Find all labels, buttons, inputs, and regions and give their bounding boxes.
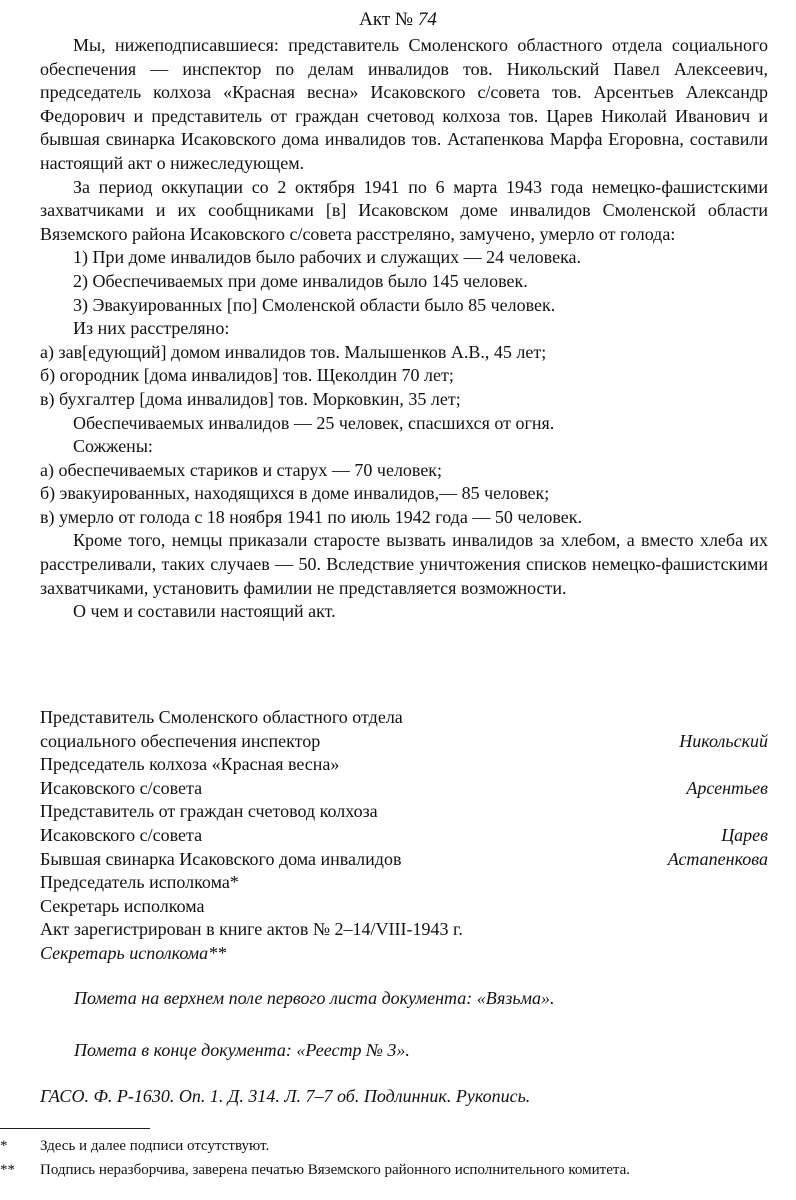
title-number: 74 xyxy=(417,9,437,30)
signature-name: Царев xyxy=(721,824,768,845)
signature-role: Председатель исполкома* xyxy=(40,872,239,893)
signature-row xyxy=(40,800,768,824)
signature-role: Председатель колхоза «Красная весна» xyxy=(40,754,340,775)
signature-role: социального обеспечения инспектор xyxy=(40,730,321,751)
document-title xyxy=(0,8,796,32)
signature-name: Астапенкова xyxy=(667,848,768,869)
registration-note: Акт зарегистрирован в книге актов № 2–14/VIII-1943 г. xyxy=(40,919,463,940)
signature-name: Никольский xyxy=(679,730,768,751)
list-item: 2) Обеспечиваемых при доме инвалидов было 145 человек. xyxy=(73,270,528,291)
list-item: 3) Эвакуированных [по] Смоленской области было 85 человек. xyxy=(73,294,556,315)
list-item: 1) При доме инвалидов было рабочих и служащих — 24 человека. xyxy=(73,247,582,268)
signature-role: Исаковского с/совета xyxy=(40,777,203,798)
secretary-signature: Секретарь исполкома** xyxy=(40,942,227,963)
signature-role: Бывшая свинарка Исаковского дома инвалидов xyxy=(40,848,402,869)
signature-row xyxy=(40,706,768,730)
signature-row xyxy=(40,848,768,872)
signature-block xyxy=(40,706,768,966)
footnote-mark: * xyxy=(0,1138,8,1154)
footnote-text: Здесь и далее подписи отсутствуют. xyxy=(40,1138,270,1154)
shot-header: Из них расстреляно: xyxy=(73,318,230,339)
paragraph-escaped: Обеспечиваемых инвалидов — 25 человек, спасшихся от огня. xyxy=(73,412,555,433)
paragraph-intro: Мы, нижеподписавшиеся: представитель Смоленского областного отдела социального обеспечения — инспектор по делам инвалидов тов. Никольский Павел Алексеевич, председатель колхоза «Красная весна» Исаковского с/совета тов. Арсентьев Александр Федорович и представитель от граждан счетовод колхоза тов. Царев Николай Иванович и бывшая свинарка Исаковского дома инвалидов тов. Астапенкова Марфа Егоровна, составили настоящий акт о нижеследующем. xyxy=(40,35,768,173)
signature-role: Представитель от граждан счетовод колхоза xyxy=(40,801,378,822)
list-item: в) умерло от голода с 18 ноября 1941 по июль 1942 года — 50 человек. xyxy=(40,506,582,527)
signature-row xyxy=(40,824,768,848)
signature-role: Представитель Смоленского областного отдела xyxy=(40,707,403,727)
signature-role: Исаковского с/совета xyxy=(40,824,203,845)
document-body xyxy=(40,34,768,624)
signature-role: Секретарь исполкома xyxy=(40,895,205,916)
note-end: Помета в конце документа: «Реестр № 3». xyxy=(74,1040,410,1060)
footnote-divider xyxy=(0,1128,150,1129)
paragraph-period: За период оккупации со 2 октября 1941 по 6 марта 1943 года немецко-фашистскими захватчиками и их сообщниками [в] Исаковском доме инвалидов Смоленской области Вяземского района Исаковского с/совета расстреляно, замучено, умерло от голода: xyxy=(40,176,768,244)
paragraph-besides: Кроме того, немцы приказали старосте вызвать инвалидов за хлебом, а вместо хлеба их расстреливали, таких случаев — 50. Вследствие уничтожения списков немецко-фашистскими захватчиками, установить фамилии не представляется возможности. xyxy=(40,530,768,598)
signature-row xyxy=(40,730,768,754)
signature-row xyxy=(40,942,768,966)
footnote-text: Подпись неразборчива, заверена печатью Вяземского районного исполнительного комитета. xyxy=(40,1162,631,1178)
list-item: б) огородник [дома инвалидов] тов. Щеколдин 70 лет; xyxy=(40,365,454,386)
list-item: а) обеспечиваемых стариков и старух — 70 человек; xyxy=(40,459,443,480)
signature-name: Арсентьев xyxy=(686,777,768,798)
note-top-margin: Помета на верхнем поле первого листа документа: «Вязьма». xyxy=(74,988,555,1008)
signature-row xyxy=(40,918,768,942)
paragraph-closing: О чем и составили настоящий акт. xyxy=(73,601,336,622)
archive-source: ГАСО. Ф. Р-1630. Оп. 1. Д. 314. Л. 7–7 об. Подлинник. Рукопись. xyxy=(40,1086,531,1106)
footnote-mark: ** xyxy=(0,1162,15,1178)
signature-row xyxy=(40,753,768,777)
burned-header: Сожжены: xyxy=(73,436,153,457)
list-item: б) эвакуированных, находящихся в доме инвалидов,— 85 человек; xyxy=(40,483,550,504)
signature-row xyxy=(40,777,768,801)
signature-row xyxy=(40,895,768,919)
list-item: в) бухгалтер [дома инвалидов] тов. Морковкин, 35 лет; xyxy=(40,388,461,409)
list-item: а) зав[едующий] домом инвалидов тов. Малышенков А.В., 45 лет; xyxy=(40,341,547,362)
signature-row xyxy=(40,871,768,895)
title-prefix: Акт № xyxy=(359,9,414,30)
